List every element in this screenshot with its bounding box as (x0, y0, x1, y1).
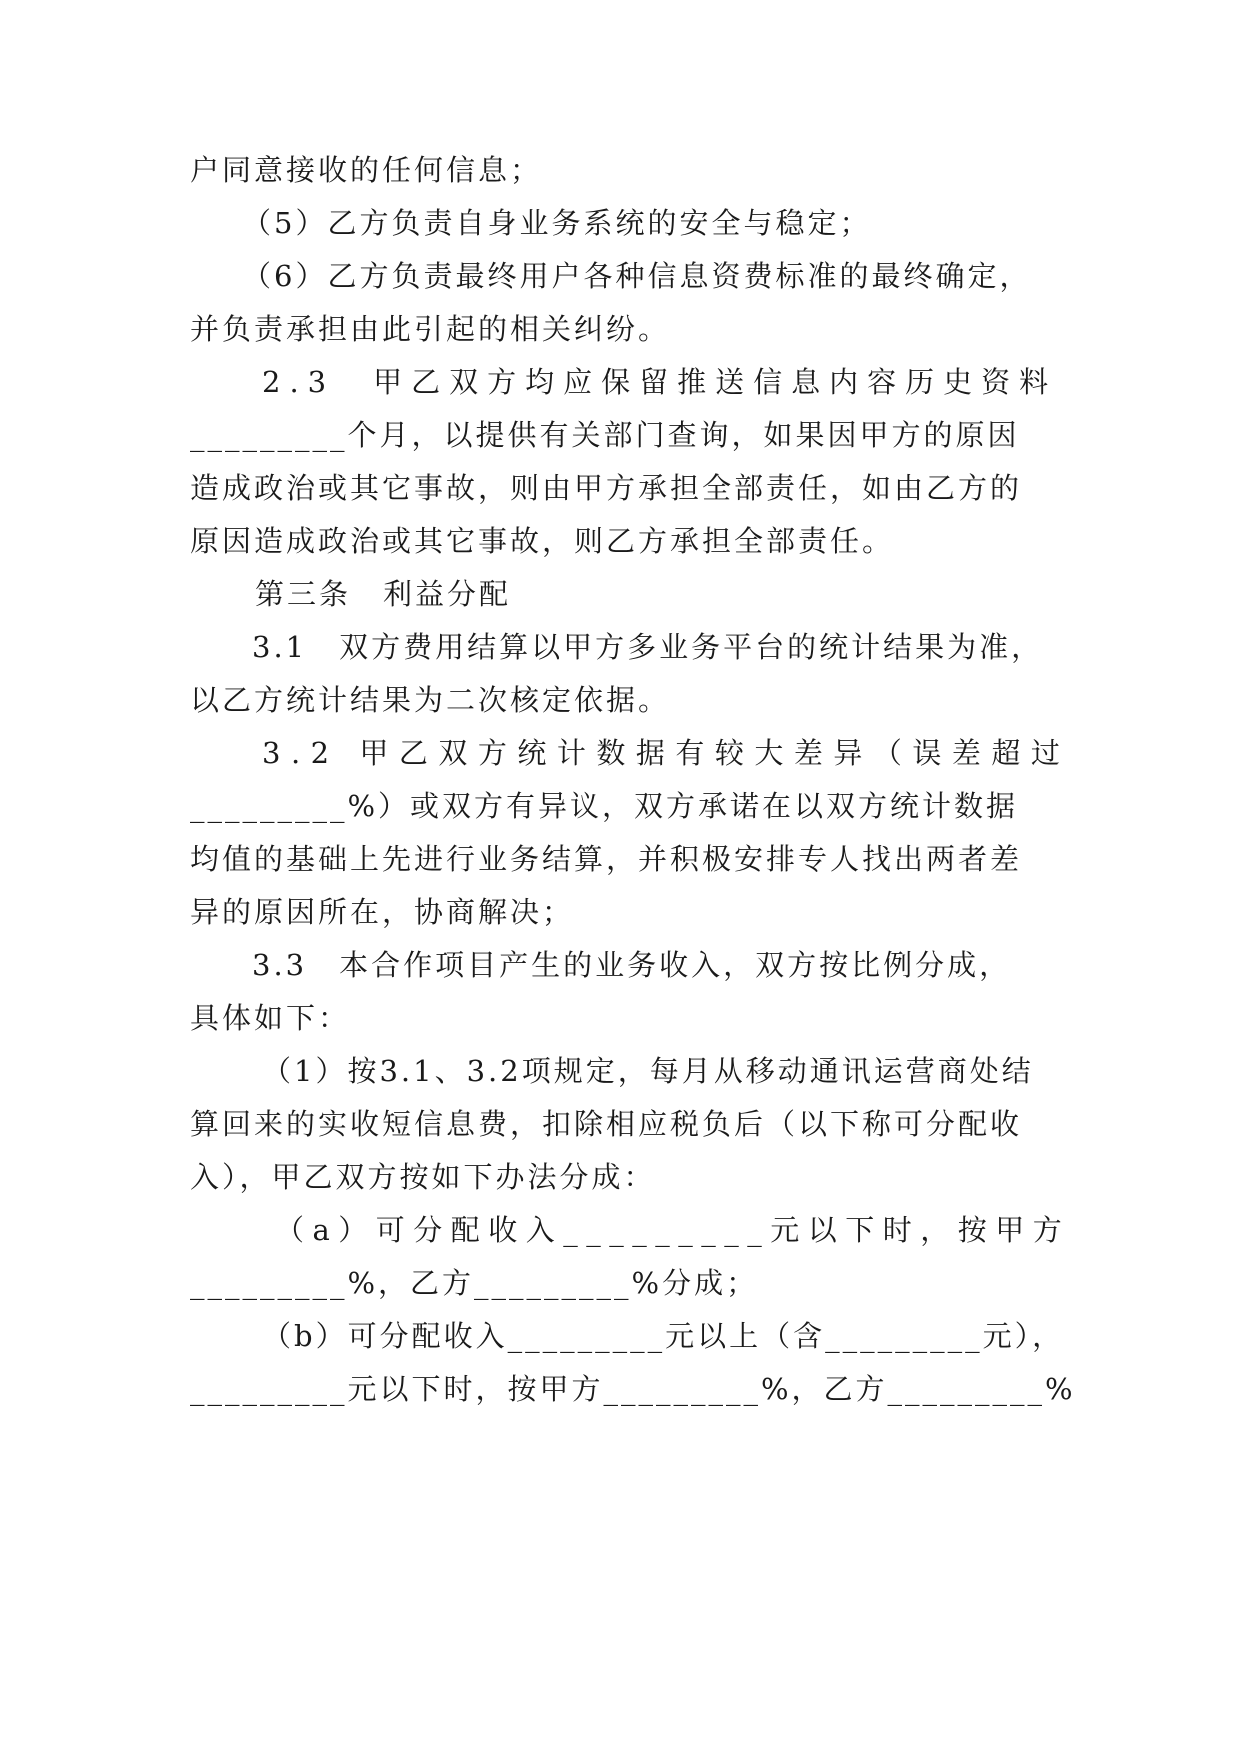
text-line: _________%，乙方_________%分成； (190, 1266, 759, 1300)
text-line: 造成政治或其它事故，则由甲方承担全部责任，如由乙方的 (190, 471, 1023, 505)
text-line: 具体如下： (190, 1001, 351, 1035)
text-line: 3.2 甲乙双方统计数据有较大差异（误差超过 (262, 736, 1071, 770)
text-line: （1）按3.1、3.2项规定，每月从移动通讯运营商处结 (262, 1054, 1034, 1088)
text-line: 3.3 本合作项目产生的业务收入，双方按比例分成， (252, 948, 1012, 982)
text-line: 入），甲乙双方按如下办法分成： (190, 1160, 656, 1194)
text-line: 3.1 双方费用结算以甲方多业务平台的统计结果为准， (252, 630, 1044, 664)
text-line: 异的原因所在，协商解决； (190, 895, 575, 929)
text-line: （b）可分配收入_________元以上（含_________元）， (262, 1319, 1065, 1353)
text-line: 以乙方统计结果为二次核定依据。 (190, 683, 671, 717)
text-line: _________个月，以提供有关部门查询，如果因甲方的原因 (190, 418, 1020, 452)
text-line: 户同意接收的任何信息； (190, 153, 543, 187)
section-heading: 第三条 利益分配 (255, 577, 512, 611)
text-line: 原因造成政治或其它事故，则乙方承担全部责任。 (190, 524, 895, 558)
text-line: _________元以下时，按甲方_________%，乙方_________% (190, 1372, 1076, 1406)
text-line: 算回来的实收短信息费，扣除相应税负后（以下称可分配收 (190, 1107, 1023, 1141)
text-line: （6）乙方负责最终用户各种信息资费标准的最终确定， (242, 259, 1032, 293)
text-line: 2.3 甲乙双方均应保留推送信息内容历史资料 (262, 365, 1058, 399)
text-line: 均值的基础上先进行业务结算，并积极安排专人找出两者差 (190, 842, 1023, 876)
text-line: _________%）或双方有异议，双方承诺在以双方统计数据 (190, 789, 1019, 823)
text-line: 并负责承担由此引起的相关纠纷。 (190, 312, 671, 346)
text-line: （a）可分配收入_________元以下时，按甲方 (275, 1213, 1071, 1247)
text-line: （5）乙方负责自身业务系统的安全与稳定； (242, 206, 872, 240)
